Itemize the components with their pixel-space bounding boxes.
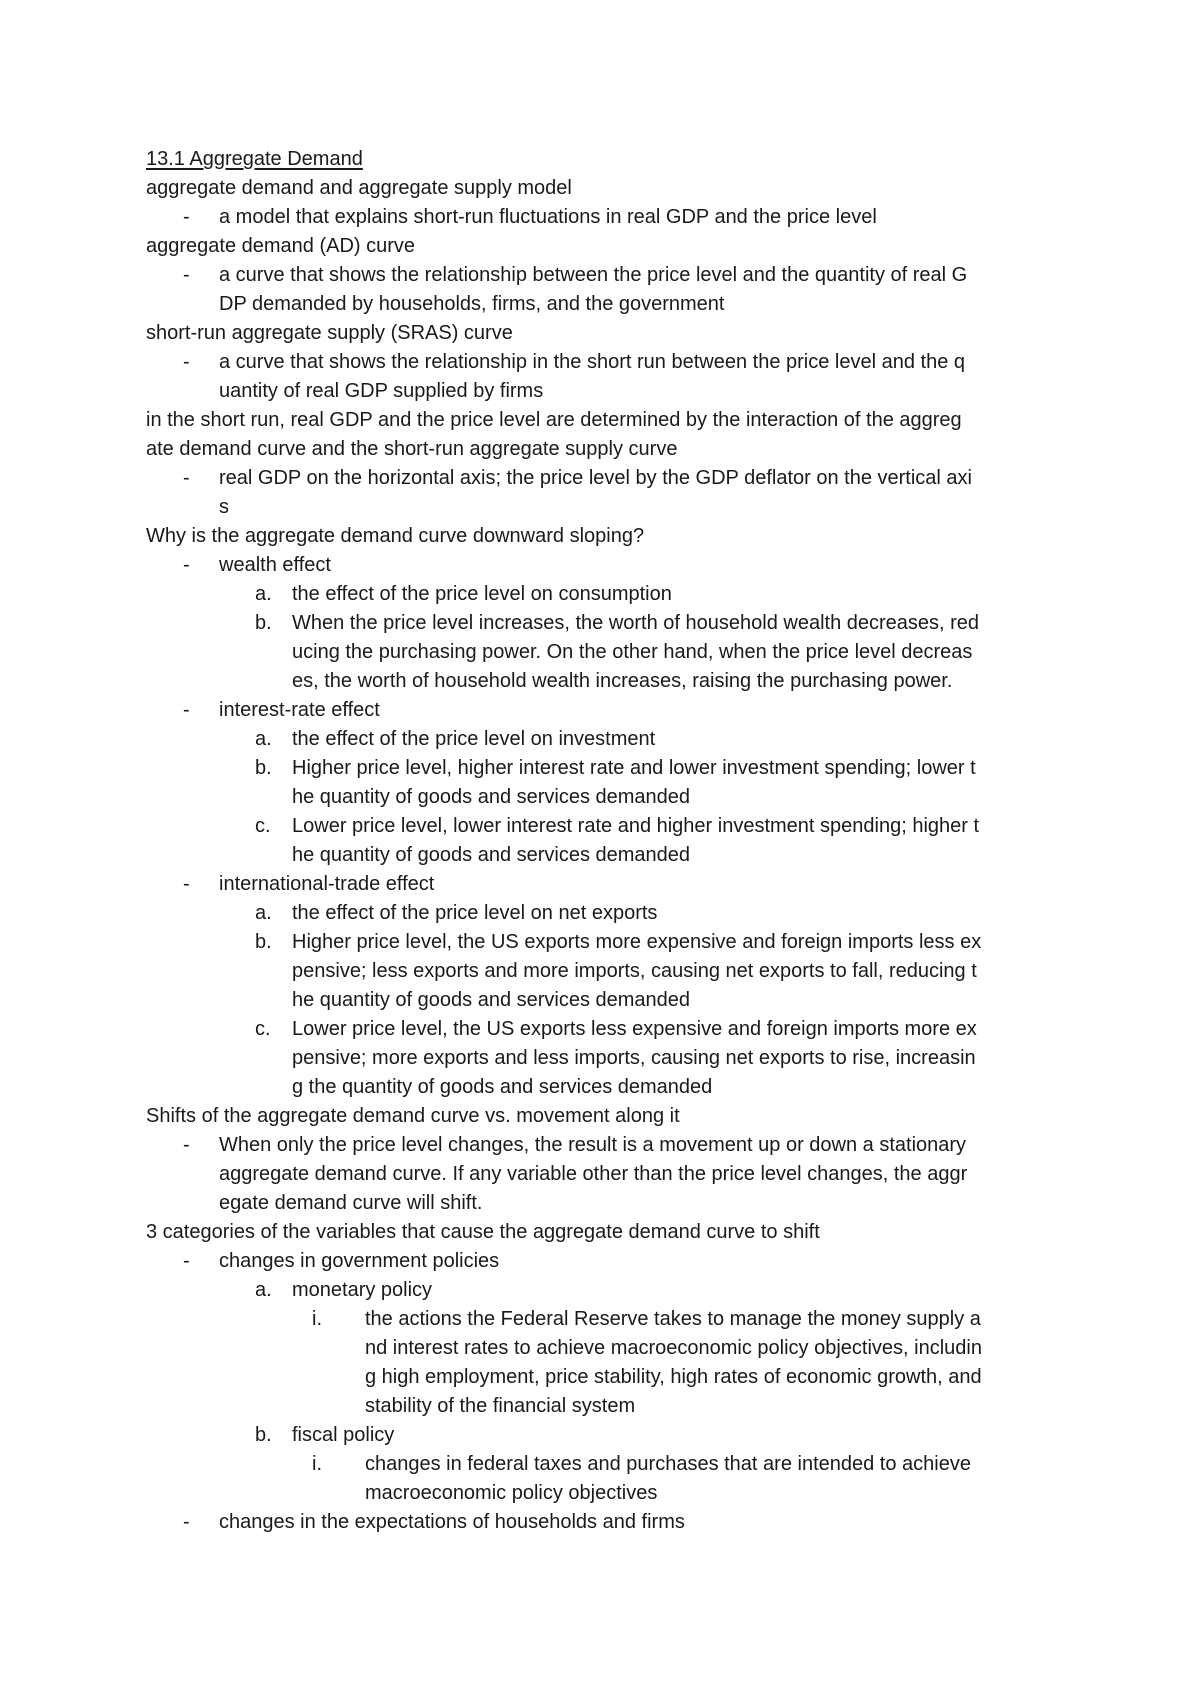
section-heading: Shifts of the aggregate demand curve vs. movement along it — [146, 1105, 680, 1127]
list-item-text: he quantity of goods and services demanded — [292, 989, 691, 1011]
bullet-text: international-trade effect — [219, 873, 435, 895]
list-letter: b. — [255, 757, 272, 779]
list-subitem-text: nd interest rates to achieve macroeconomic policy objectives, includin — [365, 1337, 982, 1359]
bullet-marker: - — [183, 1511, 190, 1533]
definition-text: a model that explains short-run fluctuations in real GDP and the price level — [219, 206, 877, 228]
list-letter: b. — [255, 1424, 272, 1446]
bullet-text: wealth effect — [219, 554, 331, 576]
definition-text: a curve that shows the relationship between the price level and the quantity of real G — [219, 264, 968, 286]
list-letter: c. — [255, 815, 271, 837]
list-subitem-text: stability of the financial system — [365, 1395, 636, 1417]
bullet-marker: - — [183, 467, 190, 489]
bullet-text: changes in the expectations of households and firms — [219, 1511, 685, 1533]
list-item-text: ucing the purchasing power. On the other hand, when the price level decreas — [292, 641, 973, 663]
bullet-marker: - — [183, 206, 190, 228]
bullet-marker: - — [183, 1134, 190, 1156]
definition-text: DP demanded by households, firms, and the government — [219, 293, 725, 315]
list-subitem-text: changes in federal taxes and purchases that are intended to achieve — [365, 1453, 971, 1475]
list-roman: i. — [312, 1308, 322, 1330]
list-item-text: g the quantity of goods and services demanded — [292, 1076, 713, 1098]
list-item-text: Lower price level, the US exports less expensive and foreign imports more ex — [292, 1018, 977, 1040]
bullet-text: changes in government policies — [219, 1250, 500, 1272]
list-letter: b. — [255, 612, 272, 634]
term-heading: aggregate demand (AD) curve — [146, 235, 416, 257]
bullet-marker: - — [183, 264, 190, 286]
list-item-text: pensive; more exports and less imports, causing net exports to rise, increasin — [292, 1047, 976, 1069]
term-heading: aggregate demand and aggregate supply model — [146, 177, 572, 199]
list-letter: a. — [255, 728, 272, 750]
list-item-text: es, the worth of household wealth increases, raising the purchasing power. — [292, 670, 953, 692]
list-item-text: Lower price level, lower interest rate and higher investment spending; higher t — [292, 815, 980, 837]
list-item-text: Higher price level, higher interest rate and lower investment spending; lower t — [292, 757, 976, 779]
bullet-text: interest-rate effect — [219, 699, 380, 721]
bullet-marker: - — [183, 873, 190, 895]
list-item-text: When the price level increases, the worth of household wealth decreases, red — [292, 612, 980, 634]
list-letter: a. — [255, 1279, 272, 1301]
section-heading: 3 categories of the variables that cause the aggregate demand curve to shift — [146, 1221, 820, 1243]
bullet-marker: - — [183, 699, 190, 721]
paragraph-text: ate demand curve and the short-run aggregate supply curve — [146, 438, 678, 460]
list-item-text: he quantity of goods and services demanded — [292, 786, 691, 808]
section-question: Why is the aggregate demand curve downward sloping? — [146, 525, 645, 547]
bullet-marker: - — [183, 351, 190, 373]
bullet-text: When only the price level changes, the result is a movement up or down a stationary — [219, 1134, 967, 1156]
page-title: 13.1 Aggregate Demand — [146, 148, 363, 170]
bullet-text: egate demand curve will shift. — [219, 1192, 483, 1214]
list-subitem-text: macroeconomic policy objectives — [365, 1482, 658, 1504]
list-roman: i. — [312, 1453, 322, 1475]
list-subitem-text: g high employment, price stability, high rates of economic growth, and — [365, 1366, 982, 1388]
definition-text: uantity of real GDP supplied by firms — [219, 380, 544, 402]
list-item-text: fiscal policy — [292, 1424, 395, 1446]
bullet-text: aggregate demand curve. If any variable other than the price level changes, the aggr — [219, 1163, 968, 1185]
list-item-text: the effect of the price level on net exports — [292, 902, 658, 924]
bullet-text: s — [219, 496, 229, 518]
list-letter: b. — [255, 931, 272, 953]
list-item-text: monetary policy — [292, 1279, 433, 1301]
list-item-text: he quantity of goods and services demanded — [292, 844, 691, 866]
list-letter: c. — [255, 1018, 271, 1040]
list-item-text: Higher price level, the US exports more expensive and foreign imports less ex — [292, 931, 982, 953]
term-heading: short-run aggregate supply (SRAS) curve — [146, 322, 513, 344]
list-letter: a. — [255, 902, 272, 924]
bullet-marker: - — [183, 554, 190, 576]
paragraph-text: in the short run, real GDP and the price level are determined by the interaction of the aggreg — [146, 409, 962, 431]
bullet-text: real GDP on the horizontal axis; the price level by the GDP deflator on the vertical axi — [219, 467, 972, 489]
list-letter: a. — [255, 583, 272, 605]
list-item-text: the effect of the price level on consumption — [292, 583, 672, 605]
list-item-text: pensive; less exports and more imports, causing net exports to fall, reducing t — [292, 960, 977, 982]
list-subitem-text: the actions the Federal Reserve takes to manage the money supply a — [365, 1308, 981, 1330]
bullet-marker: - — [183, 1250, 190, 1272]
list-item-text: the effect of the price level on investment — [292, 728, 656, 750]
definition-text: a curve that shows the relationship in the short run between the price level and the q — [219, 351, 966, 373]
